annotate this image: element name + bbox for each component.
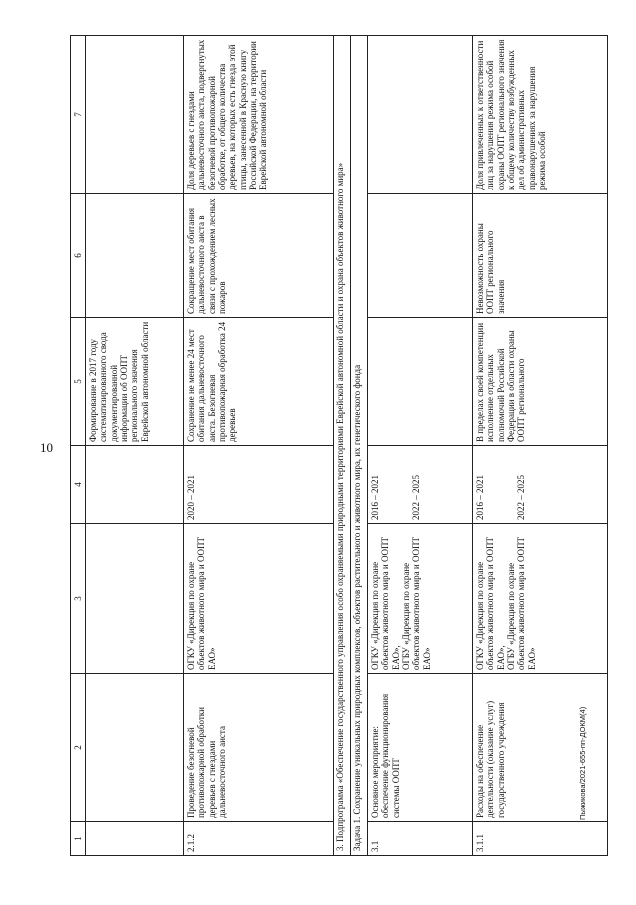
header-row	[71, 36, 86, 856]
row-number: 2.1.2	[184, 822, 334, 856]
header-cell: 1	[71, 822, 86, 856]
header-cell: 6	[71, 194, 86, 318]
task-row	[351, 36, 368, 856]
table-cell	[86, 822, 184, 856]
table-cell	[86, 674, 184, 822]
table-row	[86, 36, 184, 856]
header-cell: 2	[71, 674, 86, 822]
table-cell	[368, 194, 473, 318]
table-cell	[86, 446, 184, 524]
consequence: Невозможность охраны ООПТ регионального значения	[473, 194, 608, 318]
row-number: 3.1	[368, 822, 473, 856]
header-cell: 3	[71, 524, 86, 674]
subprogram-title: 3. Подпрограмма «Обеспечение государственного управления особо охраняемыми природными территориями Еврейской автономной области и охрана объектов животного мира»	[334, 36, 351, 856]
subprogram-row	[334, 36, 351, 856]
table-row	[473, 36, 608, 856]
period: 2016 – 2021 2022 – 2025	[473, 446, 608, 524]
activity-name: Основное мероприятие: обеспечение функционирования системы ООПТ	[368, 674, 473, 822]
table-row	[368, 36, 473, 856]
row-number: 3.1.1	[473, 822, 608, 856]
table-cell	[86, 524, 184, 674]
task-title: Задача 1. Сохранение уникальных природных комплексов, объектов растительного и животного мира, их генетического фонда	[351, 36, 368, 856]
table-cell: Формирование в 2017 году систематизированного свода документированной информации об ООПТ регионального значения Еврейской автономной области	[86, 318, 184, 446]
indicator: Доля привлеченных к ответственности лиц за нарушения режима особой охраны ООПТ регионального значения к общему количеству возбужденных дел об административных правонарушениях за нарушения режима особой	[473, 36, 608, 194]
activity-name: Проведение безогневой противопожарной обработки деревьев с гнездами дальневосточного аиста	[184, 674, 334, 822]
table-cell	[368, 36, 473, 194]
consequence: Сокращение мест обитания дальневосточного аиста в связи с прохождением лесных пожаров	[184, 194, 334, 318]
header-cell: 7	[71, 36, 86, 194]
expected-result: В пределах своей компетенции исполнение отдельных полномочий Российской Федерации в области охраны ООПТ регионального	[473, 318, 608, 446]
activity-name: Расходы на обеспечение деятельности (оказание услуг) государственного учреждения	[473, 674, 608, 822]
period: 2016 – 2021 2022 – 2025	[368, 446, 473, 524]
indicator: Доля деревьев с гнездами дальневосточного аиста, подвергнутых безогневой противопожарной обработке, от общего количества деревьев, на которых есть гнезда этой птицы, занесенной в Красную книгу Российской Федерации, на территории Еврейской автономной области	[184, 36, 334, 194]
executor: ОГКУ «Дирекция по охране объектов животного мира и ООПТ ЕАО», ОГБУ «Дирекция по охране объектов животного мира и ООПТ ЕАО»	[368, 524, 473, 674]
header-cell: 4	[71, 446, 86, 524]
expected-result: Сохранение не менее 24 мест обитания дальневосточного аиста. Безогневая противопожарная обработка 24 деревьев	[184, 318, 334, 446]
executor: ОГКУ «Дирекция по охране объектов животного мира и ООПТ ЕАО», ОГБУ «Дирекция по охране объектов животного мира и ООПТ ЕАО»	[473, 524, 608, 674]
rotated-table-container	[70, 36, 610, 856]
table-cell	[86, 36, 184, 194]
period: 2020 – 2021	[184, 446, 334, 524]
document-code: Пыжикова/2021-655-пп-ДОКМ(4)	[578, 706, 587, 820]
table-row	[184, 36, 334, 856]
executor: ОГКУ «Дирекция по охране объектов животного мира и ООПТ ЕАО»	[184, 524, 334, 674]
program-table	[70, 35, 608, 856]
page-number: 10	[40, 440, 53, 455]
table-cell	[86, 194, 184, 318]
table-cell	[368, 318, 473, 446]
header-cell: 5	[71, 318, 86, 446]
